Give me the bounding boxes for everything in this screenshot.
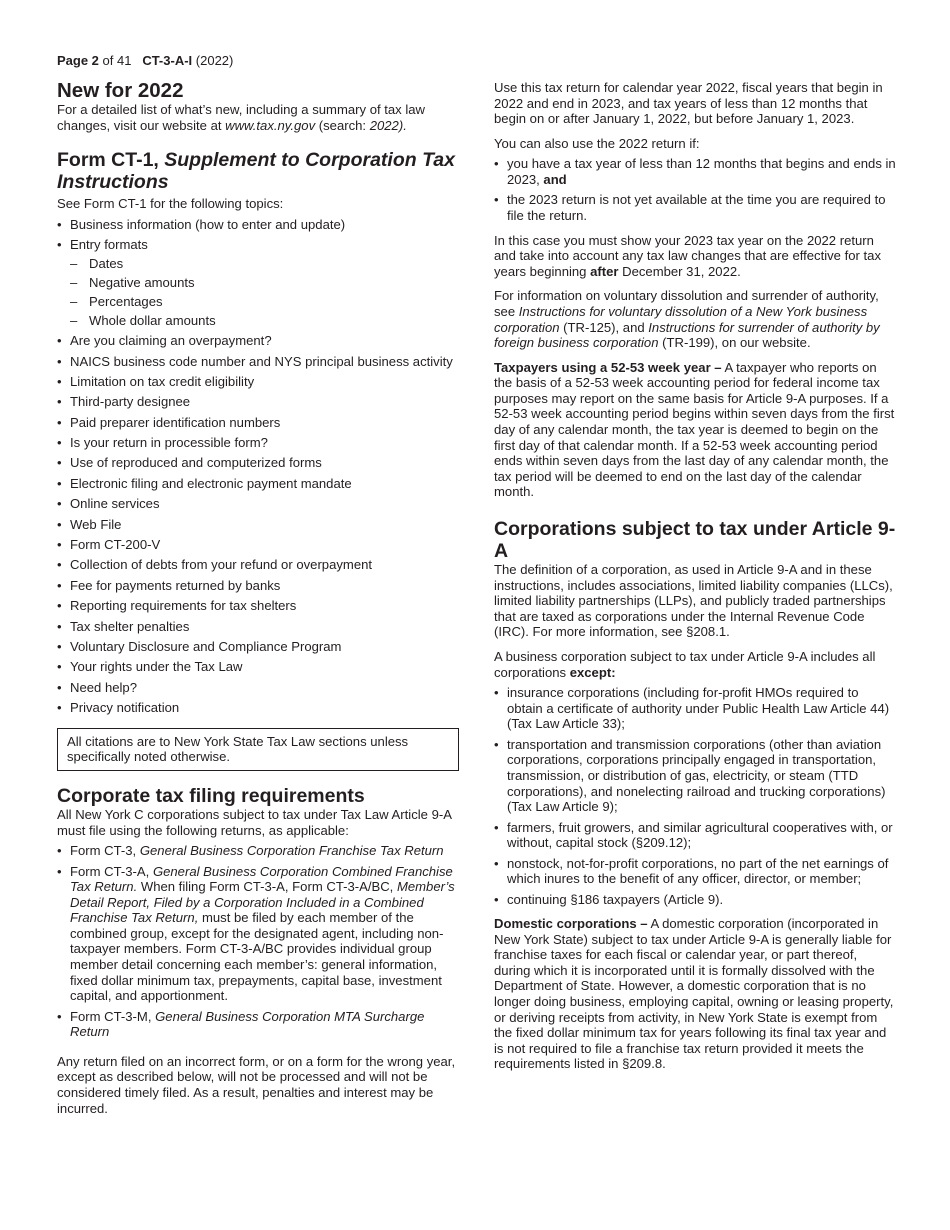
- list-item: • Business information (how to enter and update): [57, 217, 459, 233]
- use-return-text: Use this tax return for calendar year 2022, fiscal years that begin in 2022 and end in 2023, and tax years of less than 12 months that begin on or after January 1, 2022, but before January 1, 2023.: [494, 80, 883, 127]
- form-ct1-heading: Form CT-1, Supplement to Corporation Tax Instructions: [57, 149, 455, 194]
- list-item: • the 2023 return is not yet available at the time you are required to file the return.: [494, 192, 896, 223]
- right-column: [494, 80, 896, 1079]
- left-column: [57, 80, 459, 1123]
- list-item: • transportation and transmission corporations (other than aviation corporations, corporations principally engaged in transportation, transmission, or distribution of gas, electricity, or steam (TTD corporations), and nonelecting railroad and trucking corporations) (Tax Law Article 9);: [494, 737, 896, 815]
- incorrect-form-text: Any return filed on an incorrect form, or on a form for the wrong year, except as described below, will not be processed and will not be considered timely filed. As a result, penalties and interest may be incurred.: [57, 1053, 456, 1116]
- ct1-intro: See Form CT-1 for the following topics:: [57, 196, 284, 212]
- list-item: • NAICS business code number and NYS principal business activity: [57, 354, 459, 370]
- business-corporation-text: A business corporation subject to tax under Article 9-A includes all corporations except:: [494, 649, 876, 680]
- filing-forms-list: [57, 843, 459, 1040]
- list-item: • Limitation on tax credit eligibility: [57, 374, 459, 390]
- list-item: • insurance corporations (including for-profit HMOs required to obtain a certificate of authority under Public Health Law Article 44) (Tax Law Article 33);: [494, 685, 896, 732]
- list-item: • Fee for payments returned by banks: [57, 578, 459, 594]
- entry-formats-list: [70, 256, 459, 329]
- list-item: • Tax shelter penalties: [57, 619, 459, 635]
- page-total: of 41: [102, 53, 132, 68]
- list-item: • Form CT-3, General Business Corporation Franchise Tax Return: [57, 843, 459, 859]
- citation-note-box: All citations are to New York State Tax Law sections unless specifically noted otherwise.: [57, 728, 459, 771]
- list-item: • Need help?: [57, 680, 459, 696]
- list-item: • farmers, fruit growers, and similar agricultural cooperatives with, or without, capital stock (§209.12);: [494, 820, 896, 851]
- corporation-definition-text: The definition of a corporation, as used in Article 9-A and in these instructions, includes associations, limited liability companies (LLCs), limited liability partnerships (LLPs), and publicly traded partnerships that are taxed as corporations under the Internal Revenue Code (IRC). For more information, see §208.1.: [494, 562, 893, 640]
- list-item: • continuing §186 taxpayers (Article 9).: [494, 892, 896, 908]
- new-for-2022-heading: New for 2022: [57, 79, 184, 102]
- list-item: • Online services: [57, 496, 459, 512]
- form-year: (2022): [195, 53, 234, 68]
- list-item: – Dates: [70, 256, 459, 272]
- list-item: • Voluntary Disclosure and Compliance Program: [57, 639, 459, 655]
- exceptions-list: [494, 685, 896, 907]
- list-item: • Form CT-200-V: [57, 537, 459, 553]
- list-item: • Form CT-3-M, General Business Corporation MTA Surcharge Return: [57, 1009, 459, 1040]
- list-item: – Negative amounts: [70, 275, 459, 291]
- list-item: • Web File: [57, 517, 459, 533]
- also-use-list: [494, 156, 896, 223]
- tax-year-case-text: In this case you must show your 2023 tax year on the 2022 return and take into account any tax law changes that are effective for tax years beginning after December 31, 2022.: [494, 232, 881, 279]
- list-item: • Form CT-3-A, General Business Corporation Combined Franchise Tax Return. When filing Form CT-3-A, Form CT-3-A/BC, Member’s Detail Report, Filed by a Corporation Included in a Combined Franchise Tax Return, must be filed by each member of the combined group, except for the designated agent, including non-taxpayer members. Form CT-3-A/BC provides individual group member detail concerning each member’s: general information, fixed dollar minimum tax, prepayments, capital base, investment capital, and apportionment.: [57, 864, 459, 1004]
- page-number: Page 2: [57, 53, 99, 68]
- list-item: • you have a tax year of less than 12 months that begins and ends in 2023, and: [494, 156, 896, 187]
- list-item: • Is your return in processible form?: [57, 435, 459, 451]
- list-item: • Are you claiming an overpayment?: [57, 333, 459, 349]
- list-item: • Reporting requirements for tax shelters: [57, 598, 459, 614]
- week-year-text: Taxpayers using a 52-53 week year – A taxpayer who reports on the basis of a 52-53 week accounting period for federal income tax purposes may report on the same basis for Article 9-A purposes. If a 52-53 week accounting period begins within seven days from the first day of any calendar month, the tax year is deemed to begin on the first day of that calendar month. If a 52-53 week accounting period ends within seven days from the last day of any calendar month, the tax period will be deemed to end on the last day of the calendar month.: [494, 359, 895, 500]
- list-item: • Paid preparer identification numbers: [57, 415, 459, 431]
- new-for-2022-text: For a detailed list of what’s new, including a summary of tax law changes, visit our website at www.tax.ny.gov (search: 2022).: [57, 102, 426, 133]
- website-link[interactable]: www.tax.ny.gov: [225, 117, 316, 133]
- page-header: [57, 53, 233, 68]
- domestic-corporations-text: Domestic corporations – A domestic corporation (incorporated in New York State) subject to tax under Article 9-A is generally liable for franchise taxes for each fiscal or calendar year, or part thereof, during which it is incorporated until it is formally dissolved with the Department of State. However, a domestic corporation that is no longer doing business, employing capital, owning or leasing property, or deriving receipts from activity, in New York State is exempt from the fixed dollar minimum tax for years following its final tax year and is not required to file a franchise tax return provided it meets the requirements listed in §209.8.: [494, 916, 894, 1072]
- corporations-subject-heading: Corporations subject to tax under Article 9-A: [494, 518, 896, 563]
- list-item: • Use of reproduced and computerized forms: [57, 455, 459, 471]
- list-item: • Entry formats – Dates – Negative amounts – Percentages – Whole dollar amounts: [57, 237, 459, 328]
- also-use-text: You can also use the 2022 return if:: [494, 135, 700, 151]
- list-item: • nonstock, not-for-profit corporations, no part of the net earnings of which inures to the benefit of any officer, director, or member;: [494, 856, 896, 887]
- form-id: CT-3-A-I: [142, 53, 193, 68]
- filing-intro: All New York C corporations subject to tax under Tax Law Article 9-A must file using the following returns, as applicable:: [57, 806, 452, 838]
- ct1-topics-list: [57, 217, 459, 716]
- list-item: – Whole dollar amounts: [70, 313, 459, 329]
- list-item: • Electronic filing and electronic payment mandate: [57, 476, 459, 492]
- list-item: • Your rights under the Tax Law: [57, 659, 459, 675]
- list-item: – Percentages: [70, 294, 459, 310]
- filing-requirements-heading: Corporate tax filing requirements: [57, 784, 365, 807]
- list-item: • Third-party designee: [57, 394, 459, 410]
- list-item: • Collection of debts from your refund or overpayment: [57, 557, 459, 573]
- voluntary-dissolution-text: For information on voluntary dissolution and surrender of authority, see Instructions for voluntary dissolution of a New York business corporation (TR-125), and Instructions for surrender of authority by foreign business corporation (TR-199), on our website.: [494, 288, 880, 351]
- list-item: • Privacy notification: [57, 700, 459, 716]
